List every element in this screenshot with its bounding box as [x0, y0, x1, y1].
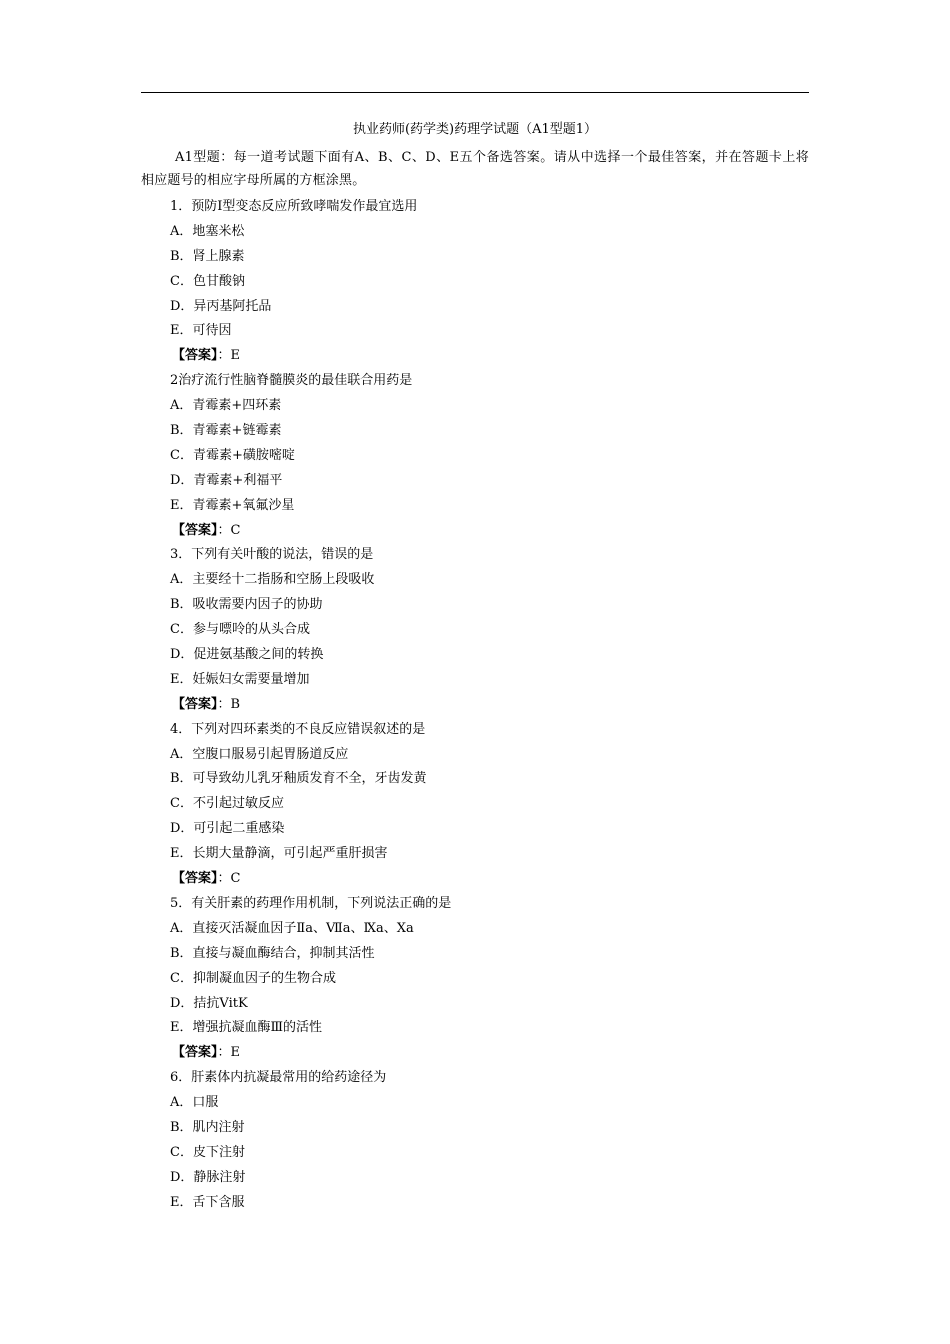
header-rule: [141, 92, 809, 93]
answer-label: 【答案】: [172, 696, 218, 712]
answer-label: 【答案】: [172, 871, 218, 887]
answer-value: ：E: [217, 348, 241, 364]
option-b: B．直接与凝血酶结合，抑制其活性: [170, 945, 375, 961]
option-e: E．可待因: [170, 323, 232, 339]
question-stem: 3．下列有关叶酸的说法，错误的是: [170, 547, 374, 563]
question-stem: 5．有关肝素的药理作用机制，下列说法正确的是: [170, 895, 452, 911]
question-stem: 1．预防I型变态反应所致哮喘发作最宜选用: [170, 199, 418, 214]
option-d: D．青霉素+利福平: [170, 472, 283, 488]
option-c: C．色甘酸钠: [170, 273, 245, 289]
question-stem: 6．肝素体内抗凝最常用的给药途径为: [170, 1070, 387, 1086]
instructions-paragraph: A1型题：每一道考试题下面有A、B、C、D、E五个备选答案。请从中选择一个最佳答案，并在答题卡上将相应题号的相应字母所属的方框涂黑。: [141, 150, 809, 188]
option-e: E．舌下含服: [170, 1194, 245, 1210]
option-e: E．长期大量静滴，可引起严重肝损害: [170, 846, 388, 862]
option-e: E．青霉素+氧氟沙星: [170, 497, 295, 513]
answer-label: 【答案】: [172, 1045, 218, 1061]
answer-label: 【答案】: [172, 522, 218, 538]
answer-value: ：B: [217, 696, 241, 712]
option-b: B．青霉素+链霉素: [170, 423, 282, 439]
option-c: C．抑制凝血因子的生物合成: [170, 970, 336, 986]
option-a: A．青霉素+四环素: [170, 398, 282, 414]
option-a: A．主要经十二指肠和空肠上段吸收: [170, 572, 375, 588]
option-c: C．参与嘌呤的从头合成: [170, 622, 310, 638]
option-b: B．可导致幼儿乳牙釉质发育不全，牙齿发黄: [170, 771, 427, 787]
question-list: [170, 195, 790, 1216]
answer-line: [172, 693, 790, 718]
question-stem: 2治疗流行性脑脊髓膜炎的最佳联合用药是: [170, 373, 413, 389]
answer-value: ：C: [217, 871, 241, 887]
answer-line: [172, 344, 790, 369]
option-c: C．皮下注射: [170, 1144, 245, 1160]
question-stem: 4．下列对四环素类的不良反应错误叙述的是: [170, 721, 426, 737]
option-c: C．青霉素+磺胺嘧啶: [170, 447, 295, 463]
option-b: B．吸收需要内因子的协助: [170, 597, 323, 613]
answer-line: [172, 867, 790, 892]
option-e: E．增强抗凝血酶Ⅲ的活性: [170, 1020, 323, 1036]
option-d: D．异丙基阿托品: [170, 298, 272, 314]
option-d: D．拮抗VitK: [170, 995, 248, 1011]
option-d: D．静脉注射: [170, 1169, 246, 1185]
answer-label: 【答案】: [172, 348, 218, 364]
option-a: A．空腹口服易引起胃肠道反应: [170, 746, 349, 762]
answer-line: [172, 519, 790, 544]
answer-line: [172, 1041, 790, 1066]
option-b: B．肌内注射: [170, 1119, 245, 1135]
option-b: B．肾上腺素: [170, 248, 245, 264]
option-a: A．直接灭活凝血因子Ⅱa、Ⅶa、Ⅸa、Ⅹa: [170, 920, 414, 936]
option-e: E．妊娠妇女需要量增加: [170, 671, 310, 687]
option-c: C．不引起过敏反应: [170, 796, 284, 812]
answer-value: ：E: [217, 1045, 241, 1061]
option-a: A．地塞米松: [170, 223, 245, 239]
option-d: D．可引起二重感染: [170, 821, 285, 837]
document-title: 执业药师(药学类)药理学试题（A1型题1）: [352, 122, 598, 137]
option-a: A．口服: [170, 1095, 219, 1111]
option-d: D．促进氨基酸之间的转换: [170, 647, 324, 663]
answer-value: ：C: [217, 522, 241, 538]
